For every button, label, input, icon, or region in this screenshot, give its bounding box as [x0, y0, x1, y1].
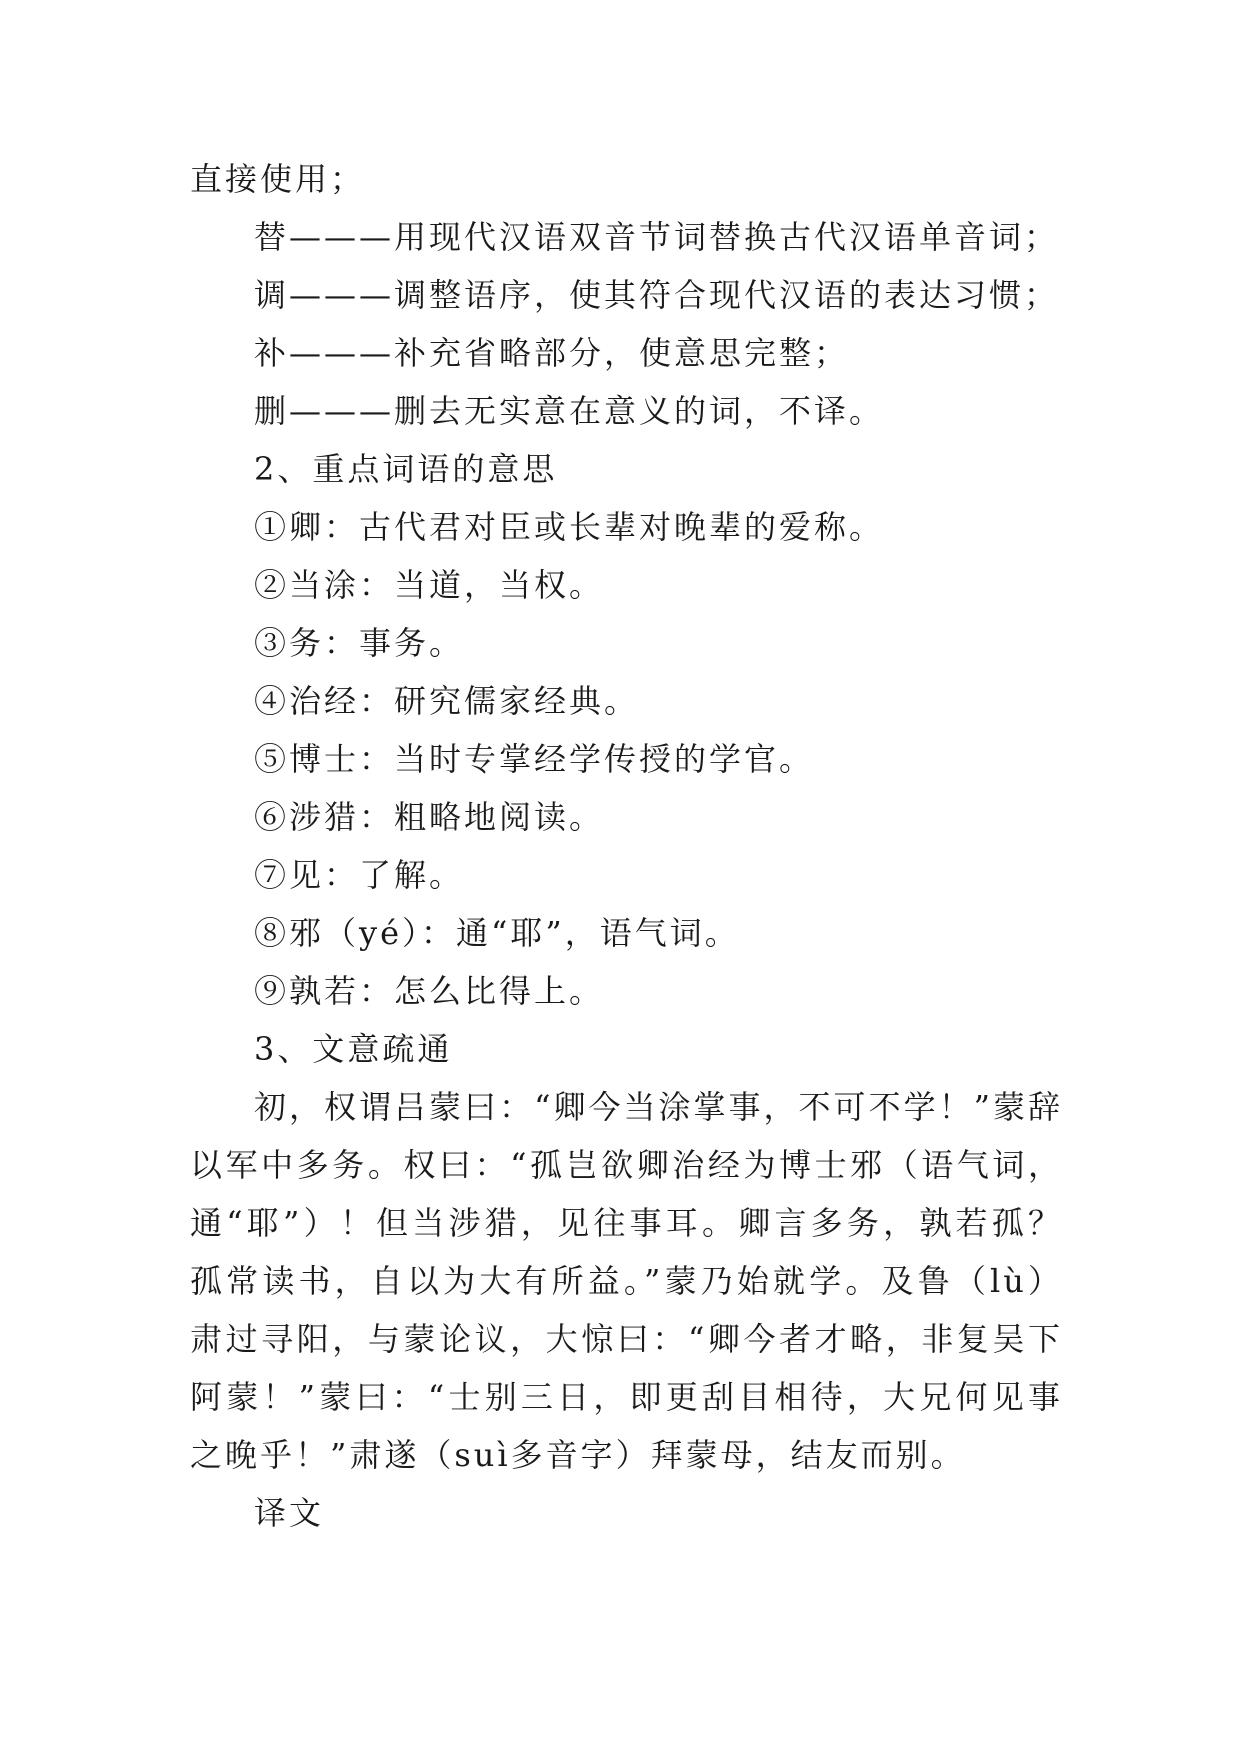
- section-heading-vocab: 2、重点词语的意思: [254, 450, 558, 488]
- vocab-item: ①卿：古代君对臣或长辈对晚辈的爱称。: [254, 508, 885, 546]
- vocab-item: ③务：事务。: [254, 624, 465, 662]
- intro-line: 直接使用；: [190, 160, 366, 198]
- vocab-item: ②当涂：当道，当权。: [254, 566, 605, 604]
- vocab-item: ⑦见：了解。: [254, 856, 465, 894]
- vocab-item: ⑥涉猎：粗略地阅读。: [254, 798, 605, 836]
- classical-passage: 初，权谓吕蒙曰：“卿今当涂掌事，不可不学！”蒙辞以军中多务。权曰：“孤岂欲卿治经为博士邪（语气词，通“耶”）！但当涉猎，见往事耳。卿言多务，孰若孤？孤常读书，自以为大有所益。”蒙乃始就学。及鲁（lù）肃过寻阳，与蒙论议，大惊曰：“卿今者才略，非复吴下阿蒙！”蒙曰：“士别三日，即更刮目相待，大兄何见事之晚乎！”肃遂（suì多音字）拜蒙母，结友而别。: [190, 1088, 1063, 1474]
- method-reorder: 调———调整语序，使其符合现代汉语的表达习惯；: [254, 276, 1060, 314]
- method-supplement: 补———补充省略部分，使意思完整；: [254, 334, 850, 372]
- vocab-item: ⑨孰若：怎么比得上。: [254, 972, 605, 1010]
- method-replace: 替———用现代汉语双音节词替换古代汉语单音词；: [254, 218, 1060, 256]
- vocab-item: ⑤博士：当时专掌经学传授的学官。: [254, 740, 815, 778]
- method-delete: 删———删去无实意在意义的词，不译。: [254, 392, 885, 430]
- section-heading-passage: 3、文意疏通: [254, 1030, 453, 1068]
- vocab-item: ⑧邪（yé）：通“耶”，语气词。: [254, 914, 740, 952]
- translation-heading: 译文: [254, 1494, 325, 1532]
- vocab-item: ④治经：研究儒家经典。: [254, 682, 640, 720]
